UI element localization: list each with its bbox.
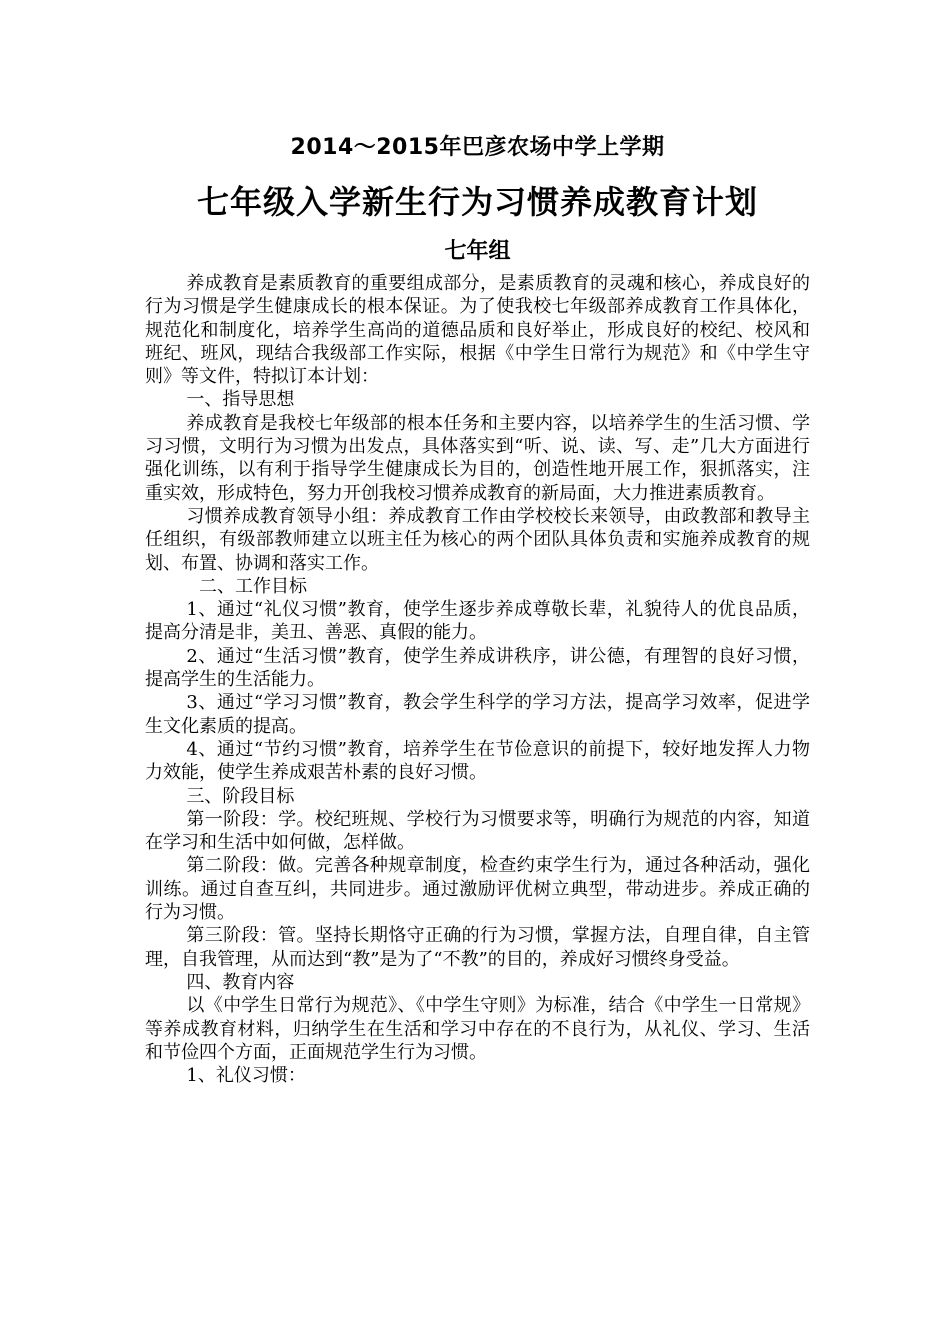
document-page [145, 128, 810, 1087]
leadership-group-paragraph: 习惯养成教育领导小组：养成教育工作由学校校长来领导，由政教部和教导主任组织，有级部教师建立以班主任为核心的两个团队具体负责和实施养成教育的规划、布置、协调和落实工作。 [145, 505, 810, 574]
goal-item-3: 3、通过“学习习惯”教育，教会学生科学的学习方法，提高学习效率，促进学生文化素质的提高。 [145, 692, 810, 737]
document-author: 七年组 [444, 239, 511, 264]
stage-3-paragraph: 第三阶段：管。坚持长期恪守正确的行为习惯，掌握方法，自理自律，自主管理，自我管理，从而达到“教”是为了“不教”的目的，养成好习惯终身受益。 [145, 925, 810, 970]
education-content-paragraph: 以《中学生日常行为规范》、《中学生守则》为标准，结合《中学生一日常规》等养成教育材料，归纳学生在生活和学习中存在的不良行为，从礼仪、学习、生活和节俭四个方面，正面规范学生行为习惯。 [145, 995, 810, 1063]
section-heading-education-content: 四、教育内容 [186, 971, 295, 993]
goal-item-4: 4、通过“节约习惯”教育，培养学生在节俭意识的前提下，较好地发挥人力物力效能，使学生养成艰苦朴素的良好习惯。 [145, 738, 810, 784]
section-heading-guiding-thought: 一、指导思想 [186, 389, 295, 411]
etiquette-habits-heading: 1、礼仪习惯： [186, 1065, 306, 1087]
stage-2-paragraph: 第二阶段：做。完善各种规章制度，检查约束学生行为，通过各种活动，强化训练。通过自查互纠，共同进步。通过激励评优树立典型，带动进步。养成正确的行为习惯。 [145, 855, 810, 924]
goal-item-2: 2、通过“生活习惯”教育，使学生养成讲秩序，讲公德，有理智的良好习惯，提高学生的生活能力。 [145, 645, 810, 691]
section-heading-work-goals: 二、工作目标 [199, 575, 307, 597]
document-title-main: 七年级入学新生行为习惯养成教育计划 [196, 183, 758, 221]
goal-item-1: 1、通过“礼仪习惯”教育，使学生逐步养成尊敬长辈，礼貌待人的优良品质，提高分清是非，美丑、善恶、真假的能力。 [145, 599, 810, 644]
intro-paragraph: 养成教育是素质教育的重要组成部分，是素质教育的灵魂和核心，养成良好的行为习惯是学生健康成长的根本保证。为了使我校七年级部养成教育工作具体化，规范化和制度化，培养学生高尚的道德品质和良好举止，形成良好的校纪、校风和班纪、班风，现结合我级部工作实际，根据《中学生日常行为规范》和《中学生守则》等文件，特拟订本计划： [145, 273, 810, 388]
guiding-thought-paragraph: 养成教育是我校七年级部的根本任务和主要内容，以培养学生的生活习惯、学习习惯，文明行为习惯为出发点，具体落实到“听、说、读、写、走”几大方面进行强化训练，以有利于指导学生健康成长为目的，创造性地开展工作，狠抓落实，注重实效，形成特色，努力开创我校习惯养成教育的新局面，大力推进素质教育。 [145, 412, 810, 504]
document-body [145, 272, 810, 1087]
stage-1-paragraph: 第一阶段：学。校纪班规、学校行为习惯要求等，明确行为规范的内容，知道在学习和生活中如何做，怎样做。 [145, 808, 810, 854]
document-title-line1: 2014～2015年巴彦农场中学上学期 [290, 135, 665, 160]
section-heading-stage-goals: 三、阶段目标 [186, 785, 295, 807]
